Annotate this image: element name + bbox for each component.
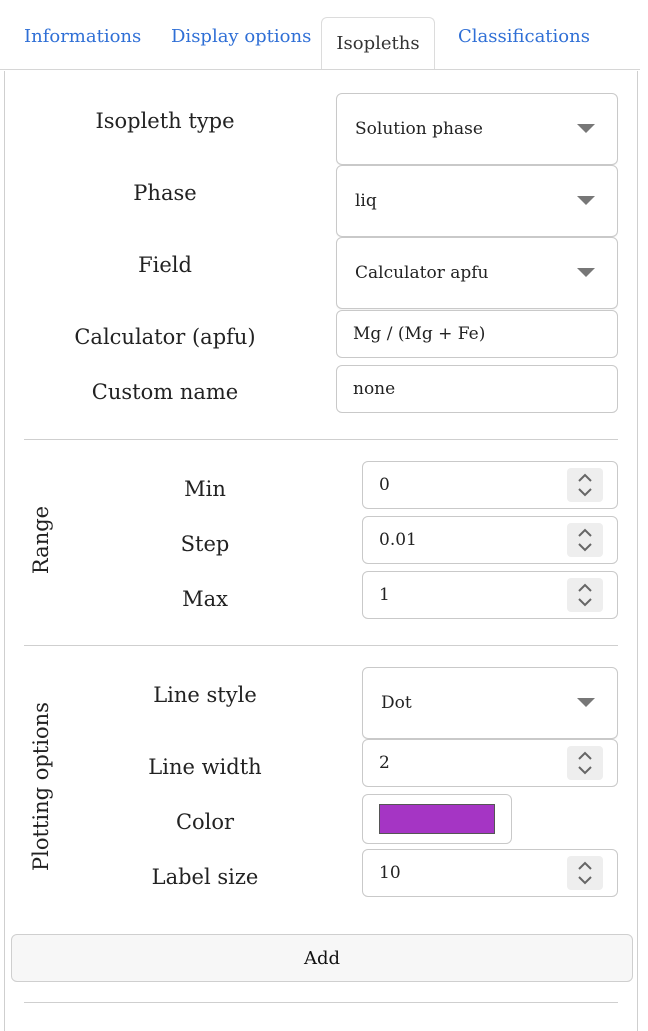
isopleth-type-value: Solution phase [355,119,483,139]
field-value: Calculator apfu [355,263,489,283]
chevron-down-icon [577,698,595,707]
max-label: Max [182,587,228,611]
step-value: 0.01 [379,530,417,550]
line-style-label: Line style [153,683,257,707]
spinner-arrows-icon[interactable] [567,523,603,557]
field-select[interactable] [336,237,618,309]
section-divider [24,1002,618,1003]
plotting-options-section-title: Plotting options [29,702,53,871]
phase-label: Phase [133,181,197,205]
line-style-value: Dot [381,693,412,713]
field-label: Field [138,253,192,277]
color-swatch[interactable] [379,804,495,834]
custom-name-input[interactable] [336,365,618,413]
step-label: Step [180,532,230,556]
chevron-down-icon [577,196,595,205]
chevron-down-icon [577,268,595,277]
line-width-input[interactable] [362,739,618,787]
min-label: Min [184,477,226,501]
tab-classifications[interactable]: Classifications [458,26,590,47]
spinner-arrows-icon[interactable] [567,578,603,612]
add-button[interactable]: Add [11,934,633,982]
max-input[interactable] [362,571,618,619]
section-divider [24,645,618,646]
tab-bar [0,0,648,70]
label-size-input[interactable] [362,849,618,897]
label-size-value: 10 [379,863,401,883]
tab-isopleths[interactable]: Isopleths [321,17,435,69]
tab-display-options[interactable]: Display options [171,26,312,47]
step-input[interactable] [362,516,618,564]
spinner-arrows-icon[interactable] [567,468,603,502]
calculator-value: Mg / (Mg + Fe) [353,324,486,344]
isopleth-type-label: Isopleth type [95,109,235,133]
range-section-title: Range [29,505,53,575]
tab-informations[interactable]: Informations [24,26,142,47]
phase-value: liq [355,191,377,211]
chevron-down-icon [577,124,595,133]
isopleth-type-select[interactable] [336,93,618,165]
color-picker[interactable] [362,794,512,844]
section-divider [24,439,618,440]
line-style-select[interactable] [362,667,618,739]
spinner-arrows-icon[interactable] [567,856,603,890]
line-width-label: Line width [148,755,262,779]
phase-select[interactable] [336,165,618,237]
label-size-label: Label size [151,865,259,889]
custom-name-label: Custom name [91,380,239,404]
spinner-arrows-icon[interactable] [567,746,603,780]
min-value: 0 [379,475,390,495]
calculator-label: Calculator (apfu) [74,325,256,349]
max-value: 1 [379,585,390,605]
min-input[interactable] [362,461,618,509]
color-label: Color [175,810,235,834]
line-width-value: 2 [379,753,390,773]
tab-divider [0,69,640,70]
custom-name-value: none [353,379,396,399]
calculator-input[interactable] [336,310,618,358]
